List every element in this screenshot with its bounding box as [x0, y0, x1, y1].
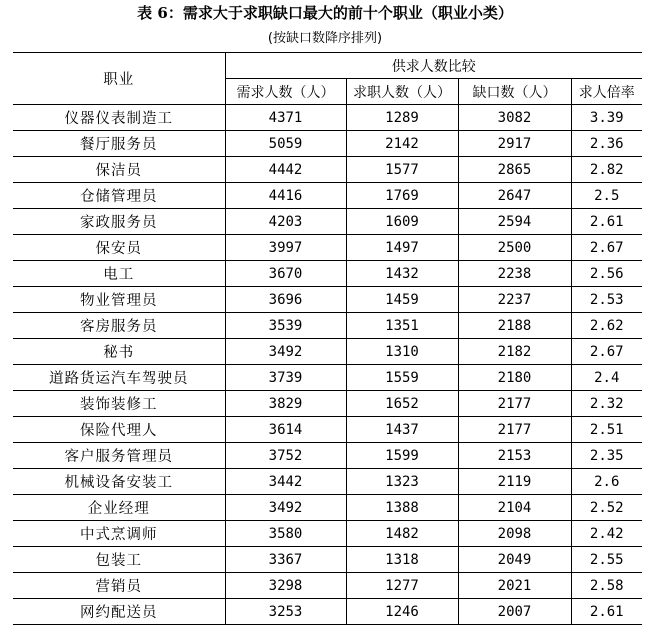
table-title: 表 6：需求大于求职缺口最大的前十个职业（职业小类）: [137, 4, 513, 22]
cell-ratio: 2.67: [571, 339, 642, 365]
cell-occupation: 客房服务员: [13, 313, 225, 339]
cell-gap: 2594: [458, 209, 571, 235]
table-row: [13, 417, 642, 443]
cell-seekers: 1246: [346, 599, 458, 625]
cell-ratio: 2.61: [571, 209, 642, 235]
cell-demand: 3298: [225, 573, 346, 599]
cell-demand: 4442: [225, 157, 346, 183]
cell-demand: 3997: [225, 235, 346, 261]
cell-demand: 3670: [225, 261, 346, 287]
cell-occupation: 中式烹调师: [13, 521, 225, 547]
header-seekers: 求职人数（人）: [346, 79, 458, 105]
cell-demand: 3580: [225, 521, 346, 547]
cell-gap: 2021: [458, 573, 571, 599]
cell-ratio: 2.42: [571, 521, 642, 547]
cell-seekers: 1318: [346, 547, 458, 573]
table-row: [13, 365, 642, 391]
cell-demand: 3442: [225, 469, 346, 495]
cell-demand: 3539: [225, 313, 346, 339]
cell-gap: 2500: [458, 235, 571, 261]
cell-demand: 3696: [225, 287, 346, 313]
cell-gap: 2153: [458, 443, 571, 469]
header-demand: 需求人数（人）: [225, 79, 346, 105]
cell-seekers: 1459: [346, 287, 458, 313]
cell-ratio: 2.62: [571, 313, 642, 339]
cell-gap: 2238: [458, 261, 571, 287]
cell-seekers: 1497: [346, 235, 458, 261]
cell-seekers: 1388: [346, 495, 458, 521]
cell-gap: 2119: [458, 469, 571, 495]
table-row: [13, 599, 642, 625]
cell-ratio: 2.67: [571, 235, 642, 261]
cell-demand: 3492: [225, 339, 346, 365]
table-row: [13, 105, 642, 131]
header-gap: 缺口数（人）: [458, 79, 571, 105]
cell-demand: 3752: [225, 443, 346, 469]
cell-ratio: 2.53: [571, 287, 642, 313]
cell-gap: 2647: [458, 183, 571, 209]
header-ratio: 求人倍率: [571, 79, 642, 105]
table-row: [13, 261, 642, 287]
cell-seekers: 1351: [346, 313, 458, 339]
header-group: 供求人数比较: [225, 53, 642, 79]
cell-seekers: 1577: [346, 157, 458, 183]
table-subtitle: (按缺口数降序排列): [267, 31, 383, 46]
cell-occupation: 秘书: [13, 339, 225, 365]
cell-occupation: 道路货运汽车驾驶员: [13, 365, 225, 391]
cell-ratio: 3.39: [571, 105, 642, 131]
cell-seekers: 1559: [346, 365, 458, 391]
table-row: [13, 391, 642, 417]
cell-occupation: 电工: [13, 261, 225, 287]
cell-demand: 5059: [225, 131, 346, 157]
cell-ratio: 2.51: [571, 417, 642, 443]
cell-ratio: 2.56: [571, 261, 642, 287]
cell-seekers: 1599: [346, 443, 458, 469]
cell-gap: 2007: [458, 599, 571, 625]
table-row: [13, 547, 642, 573]
cell-occupation: 仓储管理员: [13, 183, 225, 209]
cell-occupation: 仪器仪表制造工: [13, 105, 225, 131]
table-row: [13, 495, 642, 521]
cell-ratio: 2.82: [571, 157, 642, 183]
cell-occupation: 包装工: [13, 547, 225, 573]
cell-occupation: 客户服务管理员: [13, 443, 225, 469]
cell-demand: 3253: [225, 599, 346, 625]
cell-demand: 3829: [225, 391, 346, 417]
table-row: [13, 183, 642, 209]
cell-gap: 2865: [458, 157, 571, 183]
table-row: [13, 209, 642, 235]
cell-gap: 2177: [458, 391, 571, 417]
cell-demand: 3492: [225, 495, 346, 521]
cell-ratio: 2.32: [571, 391, 642, 417]
table-body: [13, 105, 642, 625]
cell-occupation: 保安员: [13, 235, 225, 261]
cell-seekers: 1652: [346, 391, 458, 417]
cell-gap: 2237: [458, 287, 571, 313]
cell-ratio: 2.35: [571, 443, 642, 469]
table-row: [13, 287, 642, 313]
cell-seekers: 1277: [346, 573, 458, 599]
table-row: [13, 469, 642, 495]
table-row: [13, 313, 642, 339]
cell-seekers: 1310: [346, 339, 458, 365]
table-row: [13, 339, 642, 365]
cell-occupation: 营销员: [13, 573, 225, 599]
cell-seekers: 2142: [346, 131, 458, 157]
cell-demand: 3367: [225, 547, 346, 573]
cell-occupation: 装饰装修工: [13, 391, 225, 417]
occupation-gap-table: [13, 52, 642, 625]
cell-seekers: 1289: [346, 105, 458, 131]
cell-occupation: 企业经理: [13, 495, 225, 521]
cell-occupation: 保险代理人: [13, 417, 225, 443]
cell-seekers: 1437: [346, 417, 458, 443]
cell-ratio: 2.52: [571, 495, 642, 521]
table-row: [13, 573, 642, 599]
cell-gap: 2049: [458, 547, 571, 573]
cell-gap: 2177: [458, 417, 571, 443]
cell-gap: 2180: [458, 365, 571, 391]
cell-occupation: 物业管理员: [13, 287, 225, 313]
cell-ratio: 2.58: [571, 573, 642, 599]
cell-gap: 2188: [458, 313, 571, 339]
table-header: [13, 53, 642, 105]
cell-occupation: 网约配送员: [13, 599, 225, 625]
cell-gap: 2182: [458, 339, 571, 365]
cell-seekers: 1432: [346, 261, 458, 287]
cell-seekers: 1482: [346, 521, 458, 547]
table-row: [13, 157, 642, 183]
cell-ratio: 2.36: [571, 131, 642, 157]
cell-gap: 3082: [458, 105, 571, 131]
cell-demand: 4371: [225, 105, 346, 131]
cell-demand: 3614: [225, 417, 346, 443]
cell-occupation: 家政服务员: [13, 209, 225, 235]
cell-demand: 3739: [225, 365, 346, 391]
table-row: [13, 235, 642, 261]
cell-gap: 2098: [458, 521, 571, 547]
cell-gap: 2104: [458, 495, 571, 521]
table-row: [13, 521, 642, 547]
cell-ratio: 2.61: [571, 599, 642, 625]
cell-gap: 2917: [458, 131, 571, 157]
cell-ratio: 2.6: [571, 469, 642, 495]
cell-seekers: 1769: [346, 183, 458, 209]
cell-demand: 4416: [225, 183, 346, 209]
cell-occupation: 餐厅服务员: [13, 131, 225, 157]
cell-occupation: 保洁员: [13, 157, 225, 183]
table-row: [13, 131, 642, 157]
cell-occupation: 机械设备安装工: [13, 469, 225, 495]
header-occupation: 职业: [13, 53, 225, 105]
cell-seekers: 1609: [346, 209, 458, 235]
cell-ratio: 2.5: [571, 183, 642, 209]
table-row: [13, 443, 642, 469]
cell-seekers: 1323: [346, 469, 458, 495]
cell-ratio: 2.4: [571, 365, 642, 391]
cell-ratio: 2.55: [571, 547, 642, 573]
cell-demand: 4203: [225, 209, 346, 235]
